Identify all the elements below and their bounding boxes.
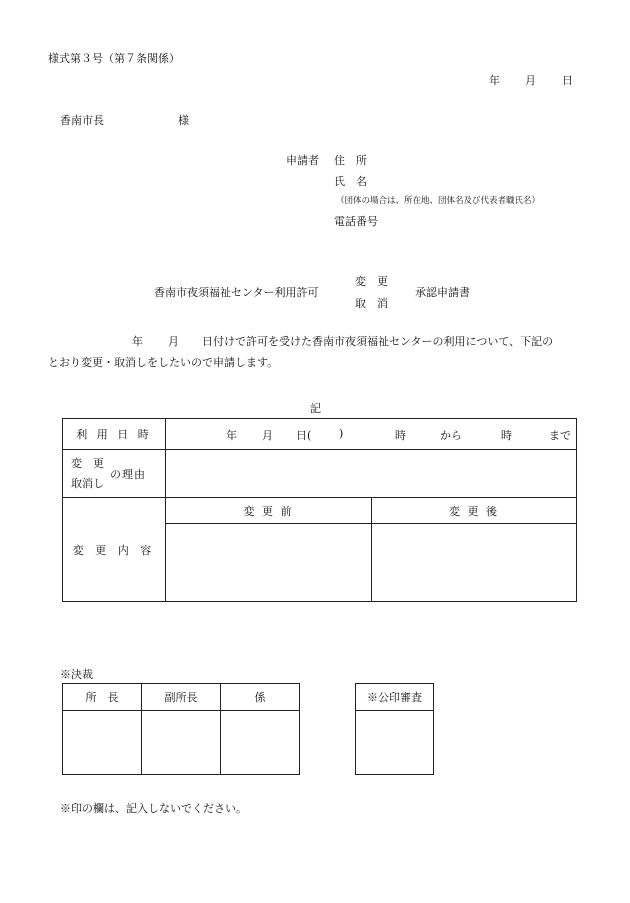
title-prefix: 香南市夜須福祉センター利用許可 — [154, 286, 319, 299]
approval-vice-header — [142, 684, 221, 711]
content-header-row — [63, 498, 577, 524]
body-line1: 日付けで許可を受けた香南市夜須福祉センターの利用について、下記の — [202, 335, 554, 348]
approval-table — [62, 683, 300, 775]
approval-staff-label: 係 — [254, 691, 266, 704]
approval-vice-label: 副所長 — [164, 691, 198, 704]
approval-director-stamp-cell — [63, 711, 142, 775]
ki-heading: 記 — [310, 402, 321, 415]
usage-datetime-label: 利 用 日 時 — [76, 428, 152, 441]
after-label: 変 更 後 — [449, 504, 499, 518]
body-line2: とおり変更・取消しをしたいので申請します。 — [48, 356, 279, 369]
approval-staff-stamp-cell — [221, 711, 300, 775]
approval-label: ※決裁 — [60, 668, 93, 681]
seal-header — [356, 684, 434, 711]
reason-suffix-label: の理由 — [110, 467, 146, 481]
applicant-address-label: 住 所 — [334, 154, 367, 167]
dt-paren-close: ) — [339, 427, 344, 440]
usage-datetime-row — [63, 419, 577, 450]
applicant-name-label: 氏 名 — [334, 175, 367, 188]
dt-hour2: 時 — [501, 429, 512, 442]
title-option-change: 変 更 — [355, 275, 388, 288]
applicant-phone-label: 電話番号 — [334, 215, 378, 228]
dt-hour: 時 — [395, 429, 406, 442]
main-table — [62, 418, 577, 602]
dt-month: 月 — [262, 429, 273, 442]
content-label-cell — [63, 498, 166, 602]
applicant-group-note: （団体の場合は、所在地、団体名及び代表者職氏名） — [336, 196, 541, 206]
usage-datetime-value-cell[interactable] — [166, 419, 577, 450]
usage-datetime-label-cell — [63, 419, 166, 450]
reason-value-cell[interactable] — [166, 450, 577, 498]
dt-until: まで — [549, 429, 571, 442]
before-value-cell[interactable] — [166, 524, 372, 602]
title-option-cancel: 取 消 — [355, 297, 388, 310]
before-label: 変 更 前 — [243, 504, 294, 518]
seal-label: ※公印審査 — [367, 691, 422, 704]
date-day-label: 日 — [562, 74, 573, 87]
reason-row — [63, 450, 577, 498]
dt-from: から — [440, 429, 462, 442]
addressee-honorific: 様 — [178, 114, 189, 127]
form-number: 様式第３号（第７条関係） — [48, 52, 180, 65]
approval-director-label: 所 長 — [85, 691, 119, 704]
reason-change-label: 変 更 — [71, 456, 104, 470]
after-label-cell — [372, 498, 577, 524]
footer-note: ※印の欄は、記入しないでください。 — [60, 802, 247, 815]
seal-table — [355, 683, 434, 775]
approval-director-header — [63, 684, 142, 711]
addressee-name: 香南市長 — [60, 114, 104, 127]
approval-vice-stamp-cell — [142, 711, 221, 775]
before-label-cell — [166, 498, 372, 524]
after-value-cell[interactable] — [372, 524, 577, 602]
date-year-label: 年 — [489, 74, 500, 87]
content-label: 変 更 内 容 — [72, 543, 156, 557]
applicant-label: 申請者 — [286, 154, 319, 167]
dt-day: 日( — [296, 429, 312, 442]
body-month-label: 月 — [168, 335, 179, 348]
reason-label-cell — [63, 450, 166, 498]
date-month-label: 月 — [525, 74, 536, 87]
title-suffix: 承認申請書 — [415, 286, 470, 299]
reason-cancel-label: 取消し — [71, 476, 104, 490]
body-year-label: 年 — [132, 335, 143, 348]
dt-year: 年 — [226, 429, 237, 442]
seal-stamp-cell — [356, 711, 434, 775]
approval-staff-header — [221, 684, 300, 711]
